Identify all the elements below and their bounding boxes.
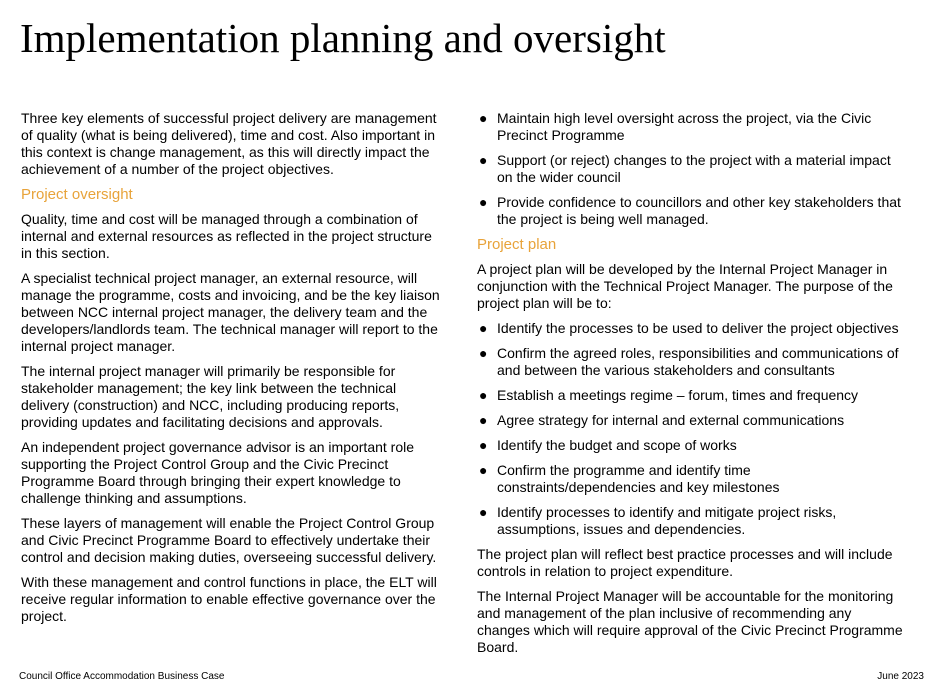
oversight-bullet-list (477, 110, 907, 228)
body-paragraph: A specialist technical project manager, an external resource, will manage the programme, costs and invoicing, and be the key liaison between NCC internal project manager, the delivery team and the developers/landlords team. The technical manager will report to the internal project manager. (21, 270, 440, 354)
closing-paragraph: The Internal Project Manager will be accountable for the monitoring and management of the plan inclusive of recommending any changes which will require approval of the Civic Precinct Programme Board. (477, 588, 903, 655)
bullet-icon: ● (479, 320, 488, 336)
list-item-text: Identify the processes to be used to deliver the project objectives (497, 320, 899, 336)
list-item (477, 194, 907, 228)
list-item-text: Identify the budget and scope of works (497, 437, 737, 453)
list-item (477, 152, 907, 186)
bullet-icon: ● (479, 504, 488, 520)
list-item-text: Agree strategy for internal and external communications (497, 412, 845, 428)
list-item-text: Maintain high level oversight across the project, via the Civic Precinct Programme (497, 110, 872, 143)
body-paragraph: An independent project governance advisor is an important role supporting the Project Control Group and the Civic Precinct Programme Board through bringing their expert knowledge to challenge thinking and assumptions. (21, 439, 415, 506)
list-item-text: Identify processes to identify and mitigate project risks, assumptions, issues and dependencies. (497, 504, 837, 537)
left-column (21, 110, 441, 633)
bullet-icon: ● (479, 437, 488, 453)
footer-date: June 2023 (877, 671, 924, 682)
right-column (477, 110, 907, 664)
list-item (477, 320, 907, 337)
list-item-text: Establish a meetings regime – forum, times and frequency (497, 387, 859, 403)
body-paragraph: The internal project manager will primarily be responsible for stakeholder management; the key link between the technical delivery (construction) and NCC, including producing reports, providing updates and facilitating decisions and approvals. (21, 363, 400, 430)
project-plan-heading: Project plan (477, 236, 557, 253)
body-paragraph: These layers of management will enable the Project Control Group and Civic Precinct Programme Board to effectively undertake their control and decision making duties, overseeing successful delivery. (21, 515, 437, 565)
bullet-icon: ● (479, 152, 488, 168)
list-item (477, 437, 907, 454)
bullet-icon: ● (479, 387, 488, 403)
list-item (477, 462, 907, 496)
list-item (477, 504, 907, 538)
footer-document-title: Council Office Accommodation Business Case (19, 671, 225, 682)
bullet-icon: ● (479, 412, 488, 428)
list-item-text: Support (or reject) changes to the project with a material impact on the wider council (497, 152, 891, 185)
page-title: Implementation planning and oversight (20, 15, 666, 61)
bullet-icon: ● (479, 345, 488, 361)
list-item (477, 387, 907, 404)
closing-paragraph: The project plan will reflect best practice processes and will include controls in relation to project expenditure. (477, 546, 893, 579)
plan-intro-paragraph: A project plan will be developed by the Internal Project Manager in conjunction with the Technical Project Manager. The purpose of the project plan will be to: (477, 261, 893, 311)
intro-paragraph: Three key elements of successful project delivery are management of quality (what is being delivered), time and cost. Also important in this context is change management, as this will directly impact the achievement of a number of the project objectives. (21, 110, 437, 177)
bullet-icon: ● (479, 110, 488, 126)
list-item-text: Provide confidence to councillors and other key stakeholders that the project is being well managed. (497, 194, 901, 227)
list-item (477, 412, 907, 429)
body-paragraph: Quality, time and cost will be managed through a combination of internal and external resources as reflected in the project structure in this section. (21, 211, 432, 261)
list-item-text: Confirm the programme and identify time constraints/dependencies and key milestones (497, 462, 780, 495)
body-paragraph: With these management and control functions in place, the ELT will receive regular information to enable effective governance over the project. (21, 574, 437, 624)
bullet-icon: ● (479, 194, 488, 210)
plan-bullet-list (477, 320, 907, 538)
list-item-text: Confirm the agreed roles, responsibilities and communications of and between the various stakeholders and consultants (497, 345, 899, 378)
bullet-icon: ● (479, 462, 488, 478)
list-item (477, 110, 907, 144)
project-oversight-heading: Project oversight (21, 186, 133, 203)
list-item (477, 345, 907, 379)
